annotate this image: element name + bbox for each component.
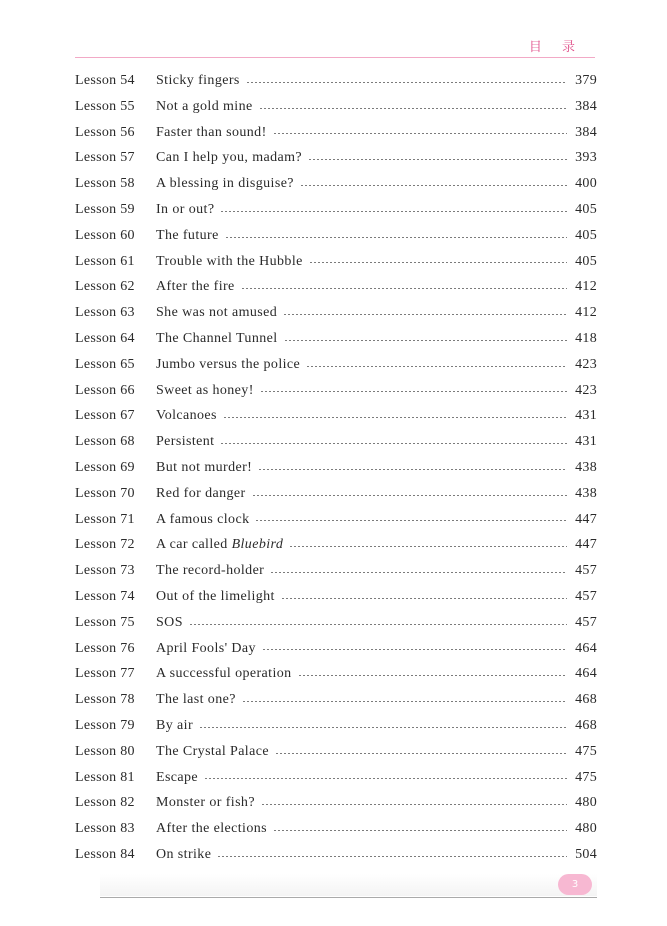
page-number: 447 <box>575 511 597 527</box>
toc-entry[interactable] <box>75 610 597 636</box>
dot-leader <box>223 417 567 418</box>
dot-leader <box>252 495 567 496</box>
lesson-title <box>156 352 306 378</box>
dot-leader <box>281 598 567 599</box>
toc-entry[interactable] <box>75 661 597 687</box>
lesson-title <box>156 197 220 223</box>
dot-leader <box>273 133 567 134</box>
page-number: 457 <box>575 588 597 604</box>
dot-leader <box>246 82 567 83</box>
dot-leader <box>309 262 567 263</box>
page-number: 468 <box>575 692 597 708</box>
lesson-title-text: By air <box>156 717 194 733</box>
lesson-title-text: Sweet as honey! <box>156 382 254 398</box>
toc-entry[interactable] <box>75 636 597 662</box>
lesson-title-text: A car called <box>156 537 232 553</box>
lesson-title <box>156 481 252 507</box>
dot-leader <box>300 185 567 186</box>
page-number: 423 <box>575 356 597 372</box>
lesson-number: Lesson 54 <box>75 73 135 88</box>
toc-entry[interactable] <box>75 532 597 558</box>
toc-entry[interactable] <box>75 274 597 300</box>
lesson-title <box>156 636 262 662</box>
lesson-title <box>156 274 241 300</box>
lesson-title <box>156 713 199 739</box>
toc-entry[interactable] <box>75 481 597 507</box>
lesson-number: Lesson 84 <box>75 846 135 862</box>
dot-leader <box>260 391 567 392</box>
lesson-title <box>156 842 217 868</box>
lesson-title-text: April Fools' Day <box>156 640 256 656</box>
lesson-title <box>156 94 259 120</box>
toc-entry[interactable] <box>75 300 597 326</box>
toc-entry[interactable] <box>75 197 597 223</box>
page-number: 384 <box>575 124 597 140</box>
lesson-title-text: After the elections <box>156 821 268 837</box>
lesson-title-text: She was not amused <box>156 305 278 321</box>
lesson-title-text: In or out? <box>156 201 215 217</box>
lesson-title-text: Trouble with the Hubble <box>156 253 303 269</box>
toc-entry[interactable] <box>75 94 597 120</box>
page-title: 目 录 <box>528 40 583 55</box>
lesson-title <box>156 68 246 94</box>
lesson-number: Lesson 70 <box>75 485 135 501</box>
lesson-number: Lesson 73 <box>75 563 135 579</box>
footer-divider <box>100 897 597 898</box>
page-number: 438 <box>575 459 597 475</box>
lesson-number: Lesson 77 <box>75 666 135 682</box>
lesson-number: Lesson 79 <box>75 717 135 733</box>
toc-entry[interactable] <box>75 171 597 197</box>
lesson-title-text: Monster or fish? <box>156 795 255 811</box>
lesson-number: Lesson 64 <box>75 330 135 346</box>
page-number: 418 <box>575 330 597 346</box>
toc-entry[interactable] <box>75 713 597 739</box>
toc-entry[interactable] <box>75 352 597 378</box>
lesson-title-text: On strike <box>156 846 212 862</box>
dot-leader <box>242 701 567 702</box>
dot-leader <box>261 804 567 805</box>
page-number: 447 <box>575 537 597 553</box>
lesson-number: Lesson 81 <box>75 769 135 785</box>
page-number: 423 <box>575 382 597 398</box>
lesson-title-text: Escape <box>156 769 199 785</box>
lesson-title-text: The Crystal Palace <box>156 743 269 759</box>
lesson-title-text: The record-holder <box>156 563 265 579</box>
lesson-number: Lesson 58 <box>75 176 135 192</box>
dot-leader <box>283 314 567 315</box>
page-number: 412 <box>575 279 597 295</box>
lesson-number: Lesson 78 <box>75 692 135 708</box>
dot-leader <box>258 469 567 470</box>
lesson-title-text: The future <box>156 227 219 243</box>
lesson-number: Lesson 57 <box>75 150 135 166</box>
lesson-title-text: Red for danger <box>156 485 246 501</box>
toc-entry[interactable] <box>75 816 597 842</box>
dot-leader <box>204 778 567 779</box>
toc-entry[interactable] <box>75 765 597 791</box>
header-divider <box>75 57 595 58</box>
dot-leader <box>308 159 567 160</box>
lesson-title <box>156 765 204 791</box>
lesson-number: Lesson 71 <box>75 511 135 527</box>
lesson-number: Lesson 68 <box>75 434 135 450</box>
page-number: 438 <box>575 485 597 501</box>
lesson-title <box>156 816 273 842</box>
page-number: 504 <box>575 846 597 862</box>
lesson-number: Lesson 72 <box>75 537 135 553</box>
page-number: 464 <box>575 666 597 682</box>
dot-leader <box>220 443 567 444</box>
lesson-number: Lesson 62 <box>75 279 135 295</box>
lesson-title-text: Not a gold mine <box>156 98 253 114</box>
lesson-number: Lesson 65 <box>75 356 135 372</box>
page-number: 475 <box>575 769 597 785</box>
dot-leader <box>289 546 567 547</box>
dot-leader <box>217 856 567 857</box>
lesson-title <box>156 223 225 249</box>
page-number: 431 <box>575 408 597 424</box>
toc-entry[interactable] <box>75 68 597 94</box>
lesson-title <box>156 378 260 404</box>
lesson-title <box>156 171 300 197</box>
lesson-title <box>156 558 270 584</box>
dot-leader <box>298 675 567 676</box>
page-number: 405 <box>575 201 597 217</box>
lesson-title-text: Can I help you, madam? <box>156 150 303 166</box>
page-number: 384 <box>575 98 597 114</box>
dot-leader <box>270 572 567 573</box>
page-number: 468 <box>575 717 597 733</box>
toc-entry[interactable] <box>75 507 597 533</box>
lesson-title-text: SOS <box>156 614 183 630</box>
lesson-title-italic: Bluebird <box>231 537 284 553</box>
page-number: 379 <box>575 73 597 88</box>
dot-leader <box>306 366 567 367</box>
toc-entry[interactable] <box>75 790 597 816</box>
lesson-title <box>156 455 258 481</box>
page-number: 457 <box>575 614 597 630</box>
lesson-number: Lesson 59 <box>75 201 135 217</box>
page-number: 480 <box>575 795 597 811</box>
lesson-number: Lesson 80 <box>75 743 135 759</box>
toc-entry[interactable] <box>75 584 597 610</box>
dot-leader <box>220 211 567 212</box>
footer-band <box>100 874 597 896</box>
lesson-title <box>156 661 298 687</box>
page-number: 405 <box>575 253 597 269</box>
toc-entry[interactable] <box>75 378 597 404</box>
toc-entry[interactable] <box>75 145 597 171</box>
dot-leader <box>255 520 567 521</box>
lesson-title <box>156 507 255 533</box>
lesson-title <box>156 687 242 713</box>
lesson-title <box>156 584 281 610</box>
lesson-title-text: The Channel Tunnel <box>156 330 278 346</box>
lesson-title <box>156 790 261 816</box>
lesson-title <box>156 429 220 455</box>
lesson-title <box>156 403 223 429</box>
page-number: 475 <box>575 743 597 759</box>
dot-leader <box>225 237 567 238</box>
dot-leader <box>189 624 567 625</box>
toc-entry[interactable] <box>75 223 597 249</box>
lesson-number: Lesson 67 <box>75 408 135 424</box>
toc-entry[interactable] <box>75 403 597 429</box>
lesson-title-text: Sticky fingers <box>156 73 240 88</box>
dot-leader <box>273 830 567 831</box>
lesson-title <box>156 145 308 171</box>
toc-entry[interactable] <box>75 558 597 584</box>
lesson-number: Lesson 76 <box>75 640 135 656</box>
lesson-title <box>156 300 283 326</box>
lesson-title-text: A successful operation <box>156 666 292 682</box>
dot-leader <box>241 288 567 289</box>
lesson-number: Lesson 66 <box>75 382 135 398</box>
lesson-number: Lesson 61 <box>75 253 135 269</box>
lesson-number: Lesson 55 <box>75 98 135 114</box>
table-of-contents <box>75 68 597 868</box>
page-number: 480 <box>575 821 597 837</box>
page-number: 412 <box>575 305 597 321</box>
page-number: 393 <box>575 150 597 166</box>
toc-entry[interactable] <box>75 739 597 765</box>
toc-entry[interactable] <box>75 455 597 481</box>
dot-leader <box>262 649 567 650</box>
page-number: 457 <box>575 563 597 579</box>
lesson-title <box>156 610 189 636</box>
toc-entry[interactable] <box>75 687 597 713</box>
lesson-title-text: A blessing in disguise? <box>156 176 294 192</box>
lesson-number: Lesson 63 <box>75 305 135 321</box>
toc-entry[interactable] <box>75 842 597 868</box>
page-number: 464 <box>575 640 597 656</box>
toc-entry[interactable] <box>75 249 597 275</box>
page-number-badge: 3 <box>558 874 592 895</box>
lesson-number: Lesson 69 <box>75 459 135 475</box>
toc-entry[interactable] <box>75 326 597 352</box>
lesson-number: Lesson 60 <box>75 227 135 243</box>
lesson-title-text: Faster than sound! <box>156 124 267 140</box>
lesson-number: Lesson 83 <box>75 821 135 837</box>
dot-leader <box>259 108 567 109</box>
toc-entry[interactable] <box>75 120 597 146</box>
page-number: 405 <box>575 227 597 243</box>
lesson-title-text: A famous clock <box>156 511 250 527</box>
lesson-number: Lesson 82 <box>75 795 135 811</box>
toc-entry[interactable] <box>75 429 597 455</box>
lesson-title-text: After the fire <box>156 279 235 295</box>
lesson-number: Lesson 74 <box>75 588 135 604</box>
lesson-title-text: Volcanoes <box>156 408 217 424</box>
lesson-title-text: Out of the limelight <box>156 588 275 604</box>
dot-leader <box>284 340 567 341</box>
lesson-title <box>156 120 273 146</box>
page-number: 400 <box>575 176 597 192</box>
lesson-title <box>156 249 309 275</box>
lesson-title-text: But not murder! <box>156 459 253 475</box>
lesson-title-text: Persistent <box>156 434 215 450</box>
lesson-title <box>156 326 284 352</box>
lesson-title <box>156 739 275 765</box>
lesson-title-text: The last one? <box>156 692 236 708</box>
lesson-number: Lesson 56 <box>75 124 135 140</box>
lesson-title-text: Jumbo versus the police <box>156 356 301 372</box>
dot-leader <box>275 753 567 754</box>
page-number: 431 <box>575 434 597 450</box>
lesson-title <box>156 532 289 558</box>
lesson-number: Lesson 75 <box>75 614 135 630</box>
dot-leader <box>199 727 567 728</box>
